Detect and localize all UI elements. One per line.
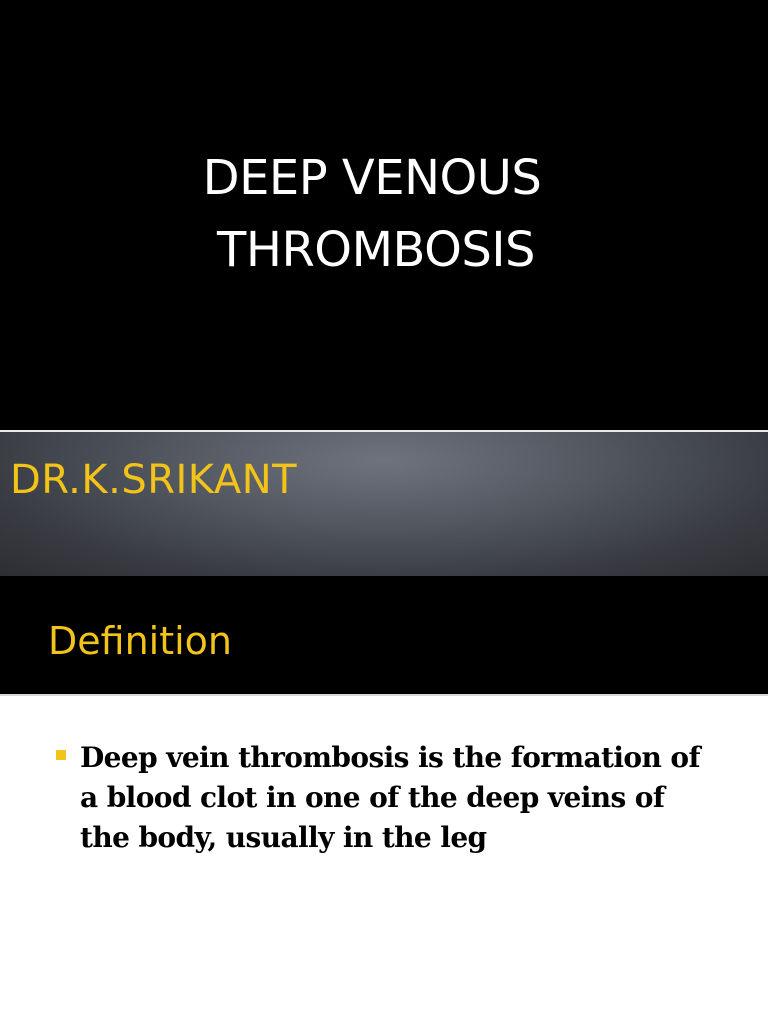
author-name: DR.K.SRIKANT — [10, 457, 298, 503]
title-line-1: DEEP VENOUS — [202, 150, 542, 206]
definition-heading: Definition — [48, 619, 233, 663]
bullet-text: Deep vein thrombosis is the formation of a blood clot in one of the deep veins of the body, usually in the leg — [80, 741, 700, 854]
title-slide — [0, 0, 768, 430]
title-line-2: THROMBOSIS — [217, 222, 535, 278]
subtitle-band — [0, 432, 768, 576]
square-bullet-icon — [56, 750, 66, 760]
main-title — [0, 142, 744, 286]
